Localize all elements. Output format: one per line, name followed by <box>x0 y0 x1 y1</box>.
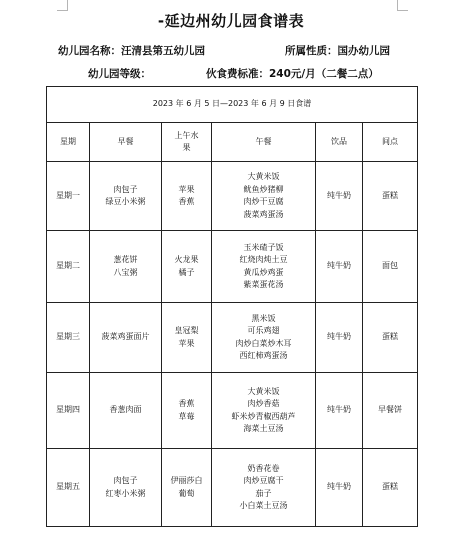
drink-cell: 纯牛奶 <box>316 373 363 449</box>
fruit-cell <box>162 373 212 449</box>
lunch-item: 奶香花卷 <box>247 463 280 473</box>
lunch-item: 大黄米饭 <box>247 172 280 181</box>
lunch-item: 虾米炒青椒西葫芦 <box>231 411 296 421</box>
snack-cell: 面包 <box>363 231 418 303</box>
date-range-cell: 2023 年 6 月 5 日—2023 年 6 月 9 日食谱 <box>47 87 418 123</box>
table-row <box>47 303 418 373</box>
fruit-item: 苹果 <box>178 338 195 348</box>
lunch-item: 海菜土豆汤 <box>243 424 284 433</box>
fruit-item: 皇冠梨 <box>174 326 199 335</box>
day-cell: 星期一 <box>47 162 90 231</box>
lunch-item: 玉米碴子饭 <box>243 242 284 252</box>
breakfast-item: 红枣小米粥 <box>105 488 146 498</box>
fee-field <box>206 66 379 81</box>
lunch-item: 肉炒干豆腐 <box>243 197 284 206</box>
breakfast-cell <box>90 449 162 527</box>
breakfast-item: 绿豆小米粥 <box>105 197 146 206</box>
fruit-cell <box>162 449 212 527</box>
table-row <box>47 373 418 449</box>
fruit-item: 香蕉 <box>178 197 195 206</box>
fruit-item: 葡萄 <box>178 488 195 498</box>
kindergarten-name-field <box>58 43 205 58</box>
fee-label: 伙食费标准： <box>206 68 269 80</box>
lunch-cell <box>212 162 316 231</box>
fee-value: 240元/月（二餐二点） <box>269 68 379 80</box>
kindergarten-name-value: 汪清县第五幼儿园 <box>121 45 205 57</box>
lunch-item: 大黄米饭 <box>247 386 280 396</box>
breakfast-cell <box>90 231 162 303</box>
breakfast-item: 葱花饼 <box>113 255 138 264</box>
header-cell: 上午水果 <box>162 123 212 162</box>
lunch-item: 肉炒白菜炒木耳 <box>235 338 292 348</box>
drink-cell: 纯牛奶 <box>316 231 363 303</box>
fruit-item: 香蕉 <box>178 399 195 408</box>
day-cell: 星期二 <box>47 231 90 303</box>
lunch-item: 肉炒香菇 <box>247 399 280 408</box>
table-row <box>47 231 418 303</box>
snack-cell: 早餐饼 <box>363 373 418 449</box>
snack-cell: 蛋糕 <box>363 449 418 527</box>
breakfast-item: 香葱肉面 <box>109 405 142 415</box>
fruit-item: 伊丽莎白 <box>170 476 203 485</box>
breakfast-item: 肉包子 <box>113 184 138 194</box>
lunch-item: 紫菜蛋花汤 <box>243 280 284 289</box>
breakfast-item: 菠菜鸡蛋面片 <box>101 332 150 342</box>
fruit-cell <box>162 231 212 303</box>
lunch-item: 小白菜土豆汤 <box>239 501 288 510</box>
lunch-item: 黑米饭 <box>251 313 276 323</box>
snack-cell: 蛋糕 <box>363 162 418 231</box>
lunch-item: 菠菜鸡蛋汤 <box>243 209 284 219</box>
fruit-item: 苹果 <box>178 184 195 194</box>
drink-cell: 纯牛奶 <box>316 449 363 527</box>
lunch-item: 西红柿鸡蛋汤 <box>239 351 288 360</box>
fruit-item: 火龙果 <box>174 255 199 264</box>
lunch-item: 黄瓜炒鸡蛋 <box>243 267 284 277</box>
document-title: -延边州幼儿园食谱表 <box>157 12 305 30</box>
menu-table <box>46 86 418 527</box>
fruit-cell <box>162 303 212 373</box>
header-cell: 饮品 <box>316 123 363 162</box>
date-range-row <box>47 87 418 123</box>
drink-cell: 纯牛奶 <box>316 303 363 373</box>
breakfast-cell <box>90 162 162 231</box>
day-cell: 星期四 <box>47 373 90 449</box>
drink-cell: 纯牛奶 <box>316 162 363 231</box>
breakfast-item: 八宝粥 <box>113 267 138 277</box>
nature-value: 国办幼儿园 <box>337 45 390 57</box>
kindergarten-name-label: 幼儿园名称： <box>58 45 121 57</box>
lunch-cell <box>212 373 316 449</box>
lunch-item: 可乐鸡翅 <box>247 326 280 335</box>
lunch-item: 肉炒豆腐干 <box>243 476 284 485</box>
header-row <box>47 123 418 162</box>
day-cell: 星期五 <box>47 449 90 527</box>
header-cell: 间点 <box>363 123 418 162</box>
breakfast-cell <box>90 373 162 449</box>
lunch-cell <box>212 303 316 373</box>
nature-label: 所属性质： <box>285 45 338 57</box>
fruit-cell <box>162 162 212 231</box>
snack-cell: 蛋糕 <box>363 303 418 373</box>
day-cell: 星期三 <box>47 303 90 373</box>
fruit-item: 橘子 <box>178 267 195 277</box>
header-cell: 早餐 <box>90 123 162 162</box>
table-row <box>47 162 418 231</box>
lunch-cell <box>212 449 316 527</box>
breakfast-item: 肉包子 <box>113 476 138 485</box>
fruit-item: 草莓 <box>178 411 195 421</box>
lunch-cell <box>212 231 316 303</box>
grade-field <box>88 66 151 81</box>
header-cell: 午餐 <box>212 123 316 162</box>
header-cell: 星期 <box>47 123 90 162</box>
table-row <box>47 449 418 527</box>
lunch-item: 茄子 <box>255 488 272 498</box>
grade-label: 幼儿园等级： <box>88 68 151 80</box>
nature-field <box>285 43 390 58</box>
lunch-item: 鱿鱼炒猪柳 <box>243 184 284 194</box>
lunch-item: 红烧肉炖土豆 <box>239 255 288 264</box>
breakfast-cell <box>90 303 162 373</box>
